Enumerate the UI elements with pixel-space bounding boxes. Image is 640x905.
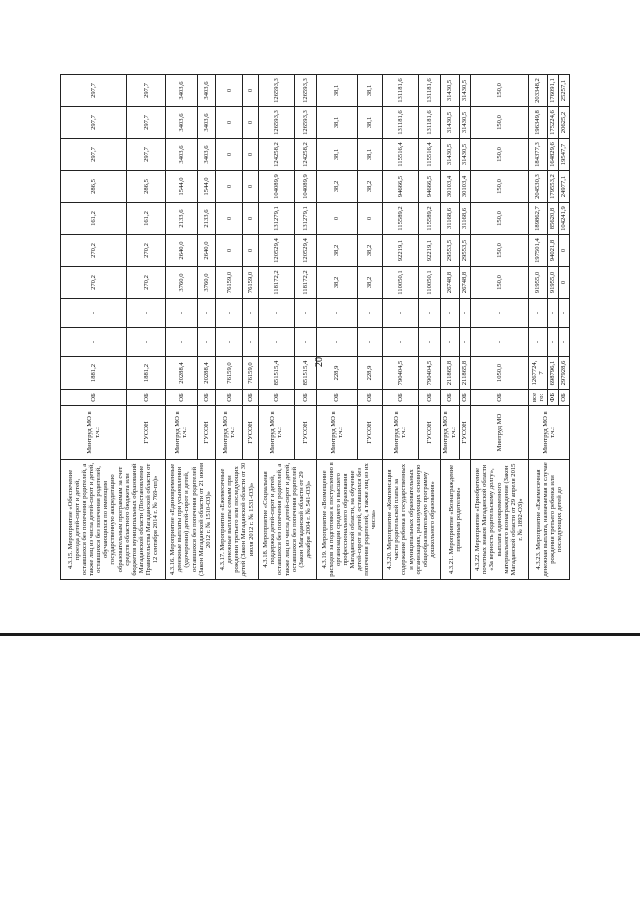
value-cell: 30103,4 xyxy=(440,171,459,203)
value-cell: 161,2 xyxy=(127,203,166,235)
value-cell: 92219,1 xyxy=(419,235,440,267)
value-cell: 38,1 xyxy=(316,75,358,107)
measure-name: 4.3.16. Мероприятие «Единовременные денежные выплаты при усыновлении (удочерении) детей-сирот и детей, оставшихся без попечения родителей (Закон Магаданской области от 21 июня 2012 г. № 1510-ОЗ)» xyxy=(165,460,215,580)
value-cell: 1544,0 xyxy=(197,171,216,203)
value-cell: 104089,9 xyxy=(258,171,295,203)
value-cell: 286,5 xyxy=(127,171,166,203)
value-cell: - xyxy=(419,299,440,328)
value-cell: 176091,1 xyxy=(547,75,558,107)
value-cell: 20625,2 xyxy=(558,107,569,139)
measure-name: 4.3.19. Мероприятие «Возмещение расходов за подготовки к поступлению в организации среднего и высшего профессионального образования Магаданской области, на обучение детей-сирот и детей, оставшихся без попечения родителей, а также лиц из их числа» xyxy=(316,460,382,580)
value-cell: - xyxy=(440,299,459,328)
source-cell: ФБ xyxy=(547,390,558,406)
value-cell: 270,2 xyxy=(127,235,166,267)
value-cell: 104241,9 xyxy=(558,203,569,235)
value-cell: 204530,3 xyxy=(528,171,547,203)
source-cell: ОБ xyxy=(295,390,316,406)
value-cell: 131181,6 xyxy=(419,75,440,107)
executor-cell: ГУСОН xyxy=(459,406,470,460)
value-cell: 76159,0 xyxy=(216,267,243,299)
value-cell: 3760,0 xyxy=(165,267,197,299)
value-cell: - xyxy=(216,328,243,357)
value-cell: 131181,6 xyxy=(419,107,440,139)
executor-cell: Минтруд МО в т.ч.: xyxy=(165,406,197,460)
value-cell: 698796,1 xyxy=(547,357,558,390)
value-cell: 38,1 xyxy=(316,139,358,171)
value-cell: 179553,2 xyxy=(547,171,558,203)
value-cell: 3403,6 xyxy=(165,75,197,107)
value-cell: 0 xyxy=(242,75,258,107)
value-cell: 31430,5 xyxy=(440,139,459,171)
value-cell: 0 xyxy=(242,139,258,171)
measure-name: 4.3.15. Мероприятие «Обеспечение проезда детей-сирот и детей, оставшихся без попечения родителей, а также лиц из числа детей-сирот и детей, оставшихся без попечения родителей, обучающихся по имеющим государственную аккредитацию образовательным программам за счет средств областного бюджета или бюджетов муниципальных образований Магаданской области (Постановление Правительства Магаданской области от 12 сентября 2014 г. № 769-пп)» xyxy=(61,460,166,580)
value-cell: 38,1 xyxy=(358,75,382,107)
scan-edge-rule xyxy=(0,633,640,636)
value-cell: 104089,9 xyxy=(295,171,316,203)
measure-name: 4.3.23. Мероприятие «Ежемесячная денежная выплата, назначаемая в случае рождения третьего ребенка или последующих детей до xyxy=(528,460,569,580)
value-cell: 0 xyxy=(216,203,243,235)
value-cell: - xyxy=(242,299,258,328)
value-cell: 1267724,7 xyxy=(528,357,547,390)
value-cell: 31430,5 xyxy=(459,139,470,171)
value-cell: 270,2 xyxy=(61,235,127,267)
value-cell: 20288,4 xyxy=(165,357,197,390)
value-cell: 120529,4 xyxy=(258,235,295,267)
value-cell: 0 xyxy=(216,171,243,203)
value-cell: - xyxy=(165,328,197,357)
value-cell: 91955,0 xyxy=(547,267,558,299)
value-cell: 20288,4 xyxy=(197,357,216,390)
value-cell: 150,0 xyxy=(470,139,528,171)
value-cell: 297,7 xyxy=(127,107,166,139)
value-cell: 184377,3 xyxy=(528,139,547,171)
value-cell: 38,2 xyxy=(316,267,358,299)
value-cell: 115516,4 xyxy=(419,139,440,171)
value-cell: 189862,7 xyxy=(528,203,547,235)
value-cell: 131279,1 xyxy=(295,203,316,235)
source-cell: ОБ xyxy=(197,390,216,406)
value-cell: - xyxy=(258,299,295,328)
value-cell: - xyxy=(470,299,528,328)
value-cell: 94666,5 xyxy=(419,171,440,203)
value-cell: - xyxy=(295,328,316,357)
value-cell: 3403,6 xyxy=(197,139,216,171)
value-cell: 38,2 xyxy=(358,171,382,203)
value-cell: 110050,1 xyxy=(419,267,440,299)
value-cell: - xyxy=(547,299,558,328)
table-row xyxy=(165,40,197,580)
value-cell: 126593,3 xyxy=(295,107,316,139)
table-row xyxy=(528,40,547,580)
value-cell: - xyxy=(528,328,547,357)
value-cell: 196349,8 xyxy=(528,107,547,139)
executor-cell: ГУСОН xyxy=(242,406,258,460)
value-cell: 3403,6 xyxy=(197,75,216,107)
value-cell: 118172,2 xyxy=(295,267,316,299)
value-cell: - xyxy=(558,328,569,357)
value-cell: 120529,4 xyxy=(295,235,316,267)
value-cell: 25257,1 xyxy=(558,75,569,107)
value-cell: 0 xyxy=(216,75,243,107)
page-number: 20 xyxy=(314,357,325,367)
value-cell: 29553,5 xyxy=(440,235,459,267)
value-cell: - xyxy=(470,328,528,357)
executor-cell: Минтруд МО xyxy=(470,406,528,460)
value-cell: 38,2 xyxy=(316,171,358,203)
value-cell: 38,2 xyxy=(358,235,382,267)
value-cell: 76159,0 xyxy=(216,357,243,390)
budget-table xyxy=(60,39,570,580)
value-cell: 0 xyxy=(242,171,258,203)
value-cell: 126593,3 xyxy=(295,75,316,107)
value-cell: - xyxy=(440,328,459,357)
executor-cell: Минтруд МО в т.ч.: xyxy=(216,406,243,460)
value-cell: 1050,0 xyxy=(470,357,528,390)
value-cell: 24977,1 xyxy=(558,171,569,203)
value-cell: 150,0 xyxy=(470,107,528,139)
value-cell: 31430,5 xyxy=(459,107,470,139)
value-cell: - xyxy=(165,299,197,328)
value-cell: 150,0 xyxy=(470,235,528,267)
value-cell: 175224,6 xyxy=(547,107,558,139)
value-cell: 150,0 xyxy=(470,203,528,235)
value-cell: 30103,4 xyxy=(459,171,470,203)
value-cell: 38,1 xyxy=(316,107,358,139)
value-cell: 124258,2 xyxy=(295,139,316,171)
value-cell: 286,5 xyxy=(61,171,127,203)
value-cell: 270,2 xyxy=(61,267,127,299)
value-cell: 94666,5 xyxy=(382,171,419,203)
value-cell: - xyxy=(61,328,127,357)
value-cell: 164829,6 xyxy=(547,139,558,171)
source-cell: ОБ xyxy=(358,390,382,406)
executor-cell: ГУСОН xyxy=(127,406,166,460)
value-cell: - xyxy=(295,299,316,328)
value-cell: 150,0 xyxy=(470,171,528,203)
source-cell: ОБ xyxy=(316,390,358,406)
executor-cell: ГУСОН xyxy=(419,406,440,460)
table-row xyxy=(382,40,419,580)
value-cell: 38,1 xyxy=(358,139,382,171)
source-cell: ОБ xyxy=(165,390,197,406)
value-cell: 2133,6 xyxy=(165,203,197,235)
value-cell: 161,2 xyxy=(61,203,127,235)
value-cell: 851515,4 xyxy=(295,357,316,390)
executor-cell: Минтруд МО в т.ч.: xyxy=(61,406,127,460)
value-cell: 76159,0 xyxy=(242,267,258,299)
value-cell: - xyxy=(358,328,382,357)
value-cell: 31168,6 xyxy=(459,203,470,235)
value-cell: 1544,0 xyxy=(165,171,197,203)
value-cell: 2133,6 xyxy=(197,203,216,235)
value-cell: 31168,6 xyxy=(440,203,459,235)
value-cell: 115589,2 xyxy=(419,203,440,235)
executor-cell: Минтруд МО в т.ч.: xyxy=(258,406,295,460)
value-cell: 3403,6 xyxy=(165,139,197,171)
value-cell: 211865,8 xyxy=(459,357,470,390)
value-cell: 0 xyxy=(558,235,569,267)
value-cell: - xyxy=(459,299,470,328)
value-cell: - xyxy=(127,328,166,357)
value-cell: 790404,5 xyxy=(419,357,440,390)
value-cell: 31430,5 xyxy=(440,107,459,139)
table-row xyxy=(440,40,459,580)
value-cell: 297928,6 xyxy=(558,357,569,390)
rotated-table-container xyxy=(60,60,570,580)
value-cell: 3760,0 xyxy=(197,267,216,299)
value-cell: 0 xyxy=(558,267,569,299)
executor-cell: ГУСОН xyxy=(295,406,316,460)
value-cell: 38,2 xyxy=(316,235,358,267)
value-cell: - xyxy=(197,299,216,328)
value-cell: 297,7 xyxy=(127,75,166,107)
source-cell: ОБ xyxy=(558,390,569,406)
value-cell: - xyxy=(197,328,216,357)
value-cell: - xyxy=(558,299,569,328)
source-cell: ОБ xyxy=(382,390,419,406)
executor-cell: ГУСОН xyxy=(197,406,216,460)
value-cell: - xyxy=(547,328,558,357)
value-cell: - xyxy=(61,299,127,328)
value-cell: - xyxy=(316,328,358,357)
value-cell: 91955,0 xyxy=(528,267,547,299)
value-cell: 0 xyxy=(216,139,243,171)
value-cell: 0 xyxy=(358,203,382,235)
value-cell: 211865,8 xyxy=(440,357,459,390)
value-cell: 131279,1 xyxy=(258,203,295,235)
executor-cell: ГУСОН xyxy=(358,406,382,460)
measure-name: 4.3.18. Мероприятие «Социальная поддержка детей-сирот и детей, оставшихся без попечения родителей, а также лиц из числа детей-сирот и детей, оставшихся без попечения родителей (Закон Магаданской области от 29 декабря 2004 г. № 541-ОЗ)» xyxy=(258,460,316,580)
value-cell: - xyxy=(382,299,419,328)
measure-name: 4.3.20. Мероприятие «Компенсация части родительской платы за содержание ребенка в государственных и муниципальных образовательных организациях, реализующих основную общеобразовательную программу дошкольного образования» xyxy=(382,460,440,580)
source-cell: всего: xyxy=(528,390,547,406)
value-cell: - xyxy=(316,299,358,328)
value-cell: - xyxy=(258,328,295,357)
table-body xyxy=(61,40,570,580)
table-row xyxy=(258,40,295,580)
value-cell: 3403,6 xyxy=(197,107,216,139)
value-cell: 38,1 xyxy=(358,107,382,139)
table-row xyxy=(216,40,243,580)
value-cell: 94021,8 xyxy=(547,235,558,267)
source-cell: ОБ xyxy=(216,390,243,406)
table-row xyxy=(61,40,127,580)
value-cell: 297,7 xyxy=(61,75,127,107)
value-cell: 92219,1 xyxy=(382,235,419,267)
value-cell: 26748,8 xyxy=(459,267,470,299)
value-cell: 38,2 xyxy=(358,267,382,299)
value-cell: 118172,2 xyxy=(258,267,295,299)
value-cell: 297,7 xyxy=(127,139,166,171)
value-cell: 150,0 xyxy=(470,267,528,299)
executor-cell: Минтруд МО в т.ч.: xyxy=(316,406,358,460)
value-cell: 124258,2 xyxy=(258,139,295,171)
value-cell: 0 xyxy=(216,235,243,267)
value-cell: 85620,8 xyxy=(547,203,558,235)
source-cell: ОБ xyxy=(470,390,528,406)
value-cell: - xyxy=(528,299,547,328)
value-cell: 0 xyxy=(242,235,258,267)
value-cell: 115589,2 xyxy=(382,203,419,235)
value-cell: 131181,6 xyxy=(382,75,419,107)
value-cell: 790404,5 xyxy=(382,357,419,390)
value-cell: - xyxy=(419,328,440,357)
value-cell: 203348,2 xyxy=(528,75,547,107)
value-cell: 0 xyxy=(242,107,258,139)
value-cell: 150,0 xyxy=(470,75,528,107)
value-cell: 76159,0 xyxy=(242,357,258,390)
value-cell: 115516,4 xyxy=(382,139,419,171)
executor-cell: Минтруд МО в т.ч.: xyxy=(440,406,459,460)
value-cell: 19547,7 xyxy=(558,139,569,171)
value-cell: - xyxy=(358,299,382,328)
value-cell: 110050,1 xyxy=(382,267,419,299)
value-cell: 851515,4 xyxy=(258,357,295,390)
source-cell: ОБ xyxy=(419,390,440,406)
source-cell: ОБ xyxy=(440,390,459,406)
measure-name: 4.3.17. Мероприятие «Ежемесячные денежные выплаты семьям при рождении третьего или последующих детей (Закон Магаданской области от 30 июля 2012 г. № 1531-ОЗ)» xyxy=(216,460,258,580)
value-cell: 26748,8 xyxy=(440,267,459,299)
value-cell: 3403,6 xyxy=(165,107,197,139)
value-cell: 0 xyxy=(316,203,358,235)
value-cell: 297,7 xyxy=(61,107,127,139)
value-cell: 31430,5 xyxy=(459,75,470,107)
source-cell: ОБ xyxy=(258,390,295,406)
value-cell: 131181,6 xyxy=(382,107,419,139)
table-row xyxy=(316,40,358,580)
measure-name: 4.3.22. Мероприятие «Приобретение почетных знаков Магаданской области «За верность родительскому долгу», выплата единовременного материального вознаграждения (Закон Магаданской области от 29 апреля 2015 г. № 1892-ОЗ)» xyxy=(470,460,528,580)
source-cell: ОБ xyxy=(127,390,166,406)
table-row xyxy=(470,40,528,580)
source-cell: ОБ xyxy=(242,390,258,406)
value-cell: 297,7 xyxy=(61,139,127,171)
source-cell: ОБ xyxy=(61,390,127,406)
value-cell: 126593,3 xyxy=(258,107,295,139)
value-cell: 1881,2 xyxy=(127,357,166,390)
value-cell: - xyxy=(216,299,243,328)
value-cell: 31430,5 xyxy=(440,75,459,107)
measure-name: 4.3.21. Мероприятие «Вознаграждение приемным родителям» xyxy=(440,460,470,580)
value-cell: - xyxy=(242,328,258,357)
value-cell: 2640,0 xyxy=(197,235,216,267)
executor-cell: Минтруд МО в т.ч.: xyxy=(528,406,569,460)
value-cell: 1881,2 xyxy=(61,357,127,390)
value-cell: 228,9 xyxy=(358,357,382,390)
value-cell: 197501,4 xyxy=(528,235,547,267)
value-cell: 126593,3 xyxy=(258,75,295,107)
source-cell: ОБ xyxy=(459,390,470,406)
value-cell: 0 xyxy=(242,203,258,235)
value-cell: 0 xyxy=(216,107,243,139)
executor-cell: Минтруд МО в т.ч.: xyxy=(382,406,419,460)
value-cell: 228,9 xyxy=(316,357,358,390)
value-cell: - xyxy=(127,299,166,328)
value-cell: - xyxy=(459,328,470,357)
value-cell: - xyxy=(382,328,419,357)
value-cell: 2640,0 xyxy=(165,235,197,267)
value-cell: 270,2 xyxy=(127,267,166,299)
value-cell: 29553,5 xyxy=(459,235,470,267)
